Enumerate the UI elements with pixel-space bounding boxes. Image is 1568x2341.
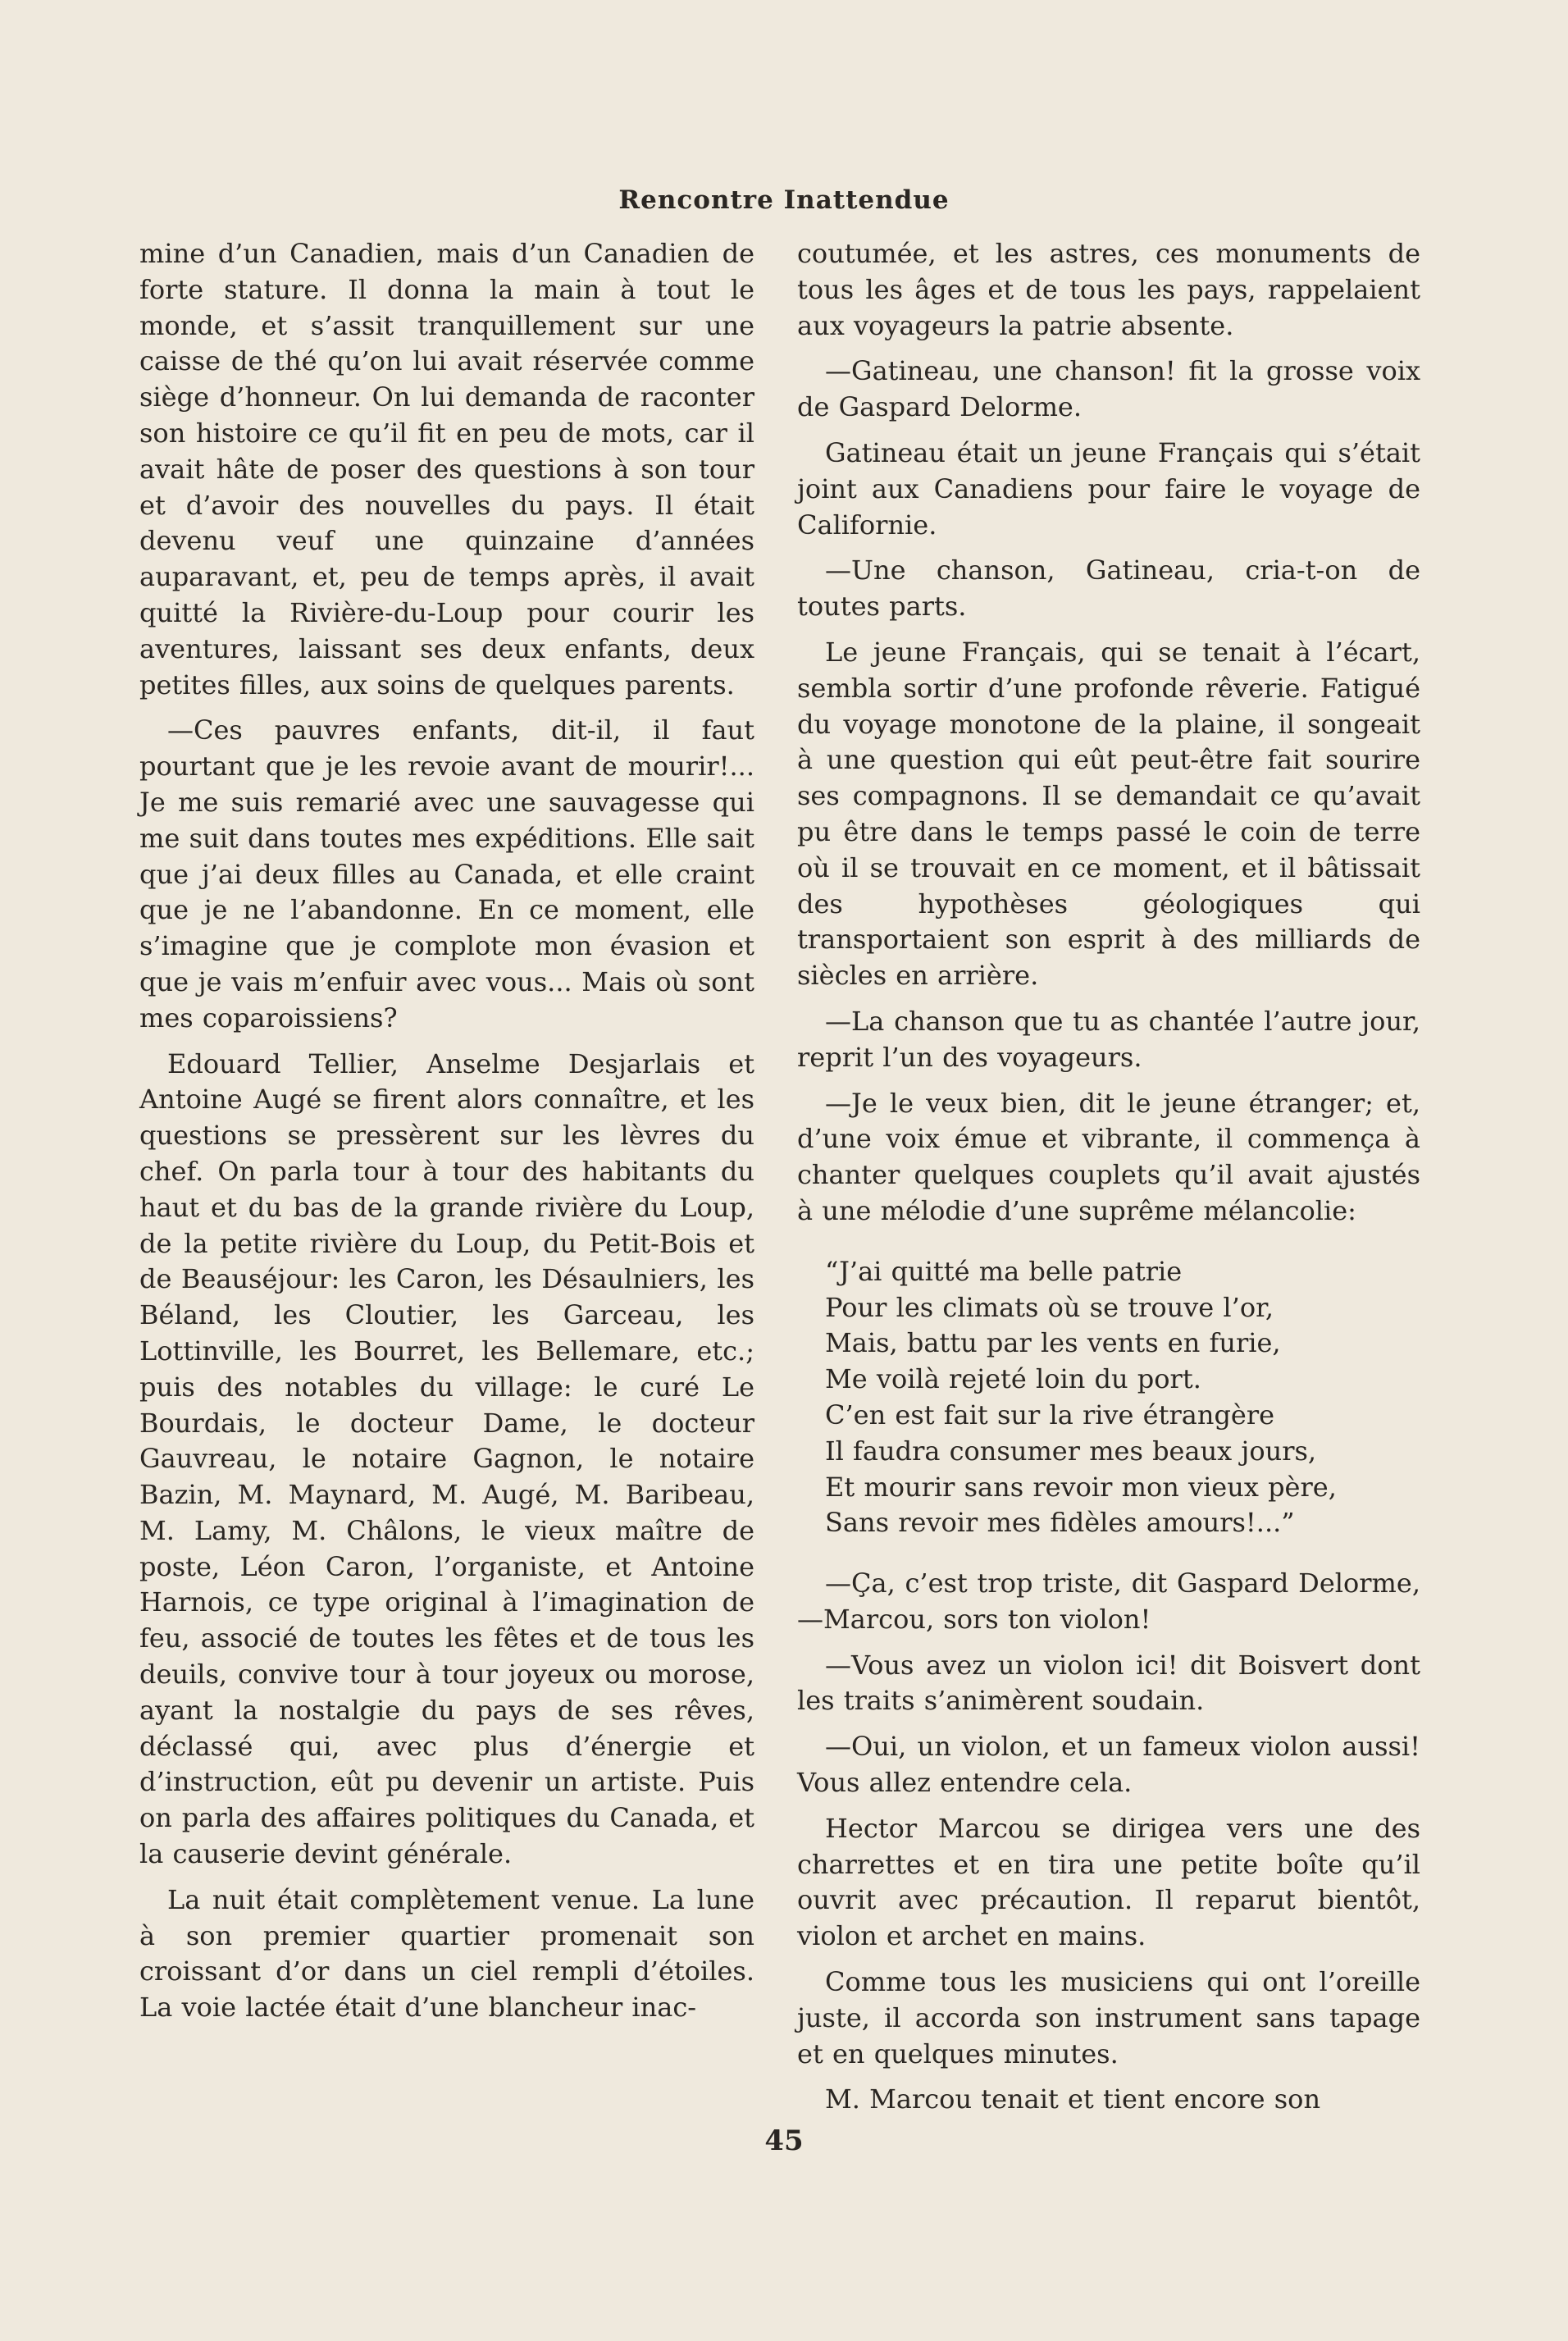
verse-line: Et mourir sans revoir mon vieux père, [825, 1471, 1337, 1503]
left-column [139, 236, 754, 2036]
paragraph: mine d’un Canadien, mais d’un Canadien de forte stature. Il donna la main à tout le monde, et s’assit tranquillement sur une caisse de thé qu’on lui avait réservée comme siège d’honneur. On lui demanda de raconter son histoire ce qu’il fit en peu de mots, car il avait hâte de poser des questions à son tour et d’avoir des nouvelles du pays. Il était devenu veuf une quinzaine d’années auparavant, et, peu de temps après, il avait quitté la Rivière-du-Loup pour courir les aventures, laissant ses deux enfants, deux petites filles, aux soins de quelques parents. [139, 238, 754, 700]
page-number: 45 [764, 2124, 804, 2157]
paragraph: Edouard Tellier, Anselme Desjarlais et Antoine Augé se firent alors connaître, et les questions se pressèrent sur les lèvres du chef. On parla tour à tour des habitants du haut et du bas de la grande rivière du Loup, de la petite rivière du Loup, du Petit-Bois et de Beauséjour: les Caron, les Désaulniers, les Béland, les Cloutier, les Garceau, les Lottinville, les Bourret, les Bellemare, etc.; puis des notables du village: le curé Le Bourdais, le docteur Dame, le docteur Gauvreau, le notaire Gagnon, le notaire Bazin, M. Maynard, M. Augé, M. Baribeau, M. Lamy, M. Châlons, le vieux maître de poste, Léon Caron, l’organiste, et Antoine Harnois, ce type original à l’imagination de feu, associé de toutes les fêtes et de tous les deuils, convive tour à tour joyeux ou morose, ayant la nostalgie du pays de ses rêves, déclassé qui, avec plus d’énergie et d’instruction, eût pu devenir un artiste. Puis on parla des affaires politiques du Canada, et la causerie devint générale. [139, 1047, 754, 1870]
song-verse [825, 1254, 1420, 1541]
verse-line: Il faudra consumer mes beaux jours, [825, 1435, 1317, 1467]
paragraph: coutumée, et les astres, ces monuments de tous les âges et de tous les pays, rappelaient aux voyageurs la patrie absente. [797, 238, 1420, 341]
paragraph: Le jeune Français, qui se tenait à l’écart, sembla sortir d’une profonde rêverie. Fatigué du voyage monotone de la plaine, il songeait à une question qui eût peut-être fait sourire ses compagnons. Il se demandait ce qu’avait pu être dans le temps passé le coin de terre où il se trouvait en ce moment, et il bâtissait des hypothèses géologiques qui transportaient son esprit à des milliards de siècles en arrière. [797, 636, 1420, 992]
paragraph: Gatineau était un jeune Français qui s’était joint aux Canadiens pour faire le voyage de Californie. [797, 436, 1420, 541]
right-column [797, 236, 1420, 2128]
paragraph: —Vous avez un violon ici! dit Boisvert dont les traits s’animèrent soudain. [797, 1649, 1420, 1717]
paragraph: M. Marcou tenait et tient encore son [825, 2083, 1321, 2115]
verse-line: C’en est fait sur la rive étrangère [825, 1399, 1275, 1431]
verse-line: Mais, battu par les vents en furie, [825, 1327, 1281, 1359]
paragraph: —Je le veux bien, dit le jeune étranger; et, d’une voix émue et vibrante, il commença à chanter quelques couplets qu’il avait ajustés à une mélodie d’une suprême mélancolie: [797, 1087, 1420, 1226]
paragraph: —Une chanson, Gatineau, cria-t-on de toutes parts. [797, 554, 1420, 623]
paragraph: Comme tous les musiciens qui ont l’oreille juste, il accorda son instrument sans tapage et en quelques minutes. [797, 1966, 1420, 2069]
running-header: Rencontre Inattendue [618, 185, 950, 215]
paragraph: —Gatineau, une chanson! fit la grosse voix de Gaspard Delorme. [797, 355, 1420, 423]
verse-line: “J’ai quitté ma belle patrie [825, 1255, 1183, 1287]
paragraph: —La chanson que tu as chantée l’autre jour, reprit l’un des voyageurs. [797, 1005, 1420, 1073]
verse-line: Pour les climats où se trouve l’or, [825, 1291, 1274, 1323]
verse-line: Sans revoir mes fidèles amours!...” [825, 1507, 1295, 1539]
paragraph: —Oui, un violon, et un fameux violon aussi! Vous allez entendre cela. [797, 1731, 1420, 1799]
paragraph: La nuit était complètement venue. La lune à son premier quartier promenait son croissant d’or dans un ciel rempli d’étoiles. La voie lactée était d’une blancheur inac- [139, 1883, 754, 2024]
paragraph: Hector Marcou se dirigea vers une des charrettes et en tira une petite boîte qu’il ouvrit avec précaution. Il reparut bientôt, violon et archet en mains. [797, 1812, 1420, 1952]
paragraph: —Ces pauvres enfants, dit-il, il faut pourtant que je les revoie avant de mourir!... Je me suis remarié avec une sauvagesse qui me suit dans toutes mes expéditions. Elle sait que j’ai deux filles au Canada, et elle craint que je ne l’abandonne. En ce moment, elle s’imagine que je complote mon évasion et que je vais m’enfuir avec vous... Mais où sont mes coparoissiens? [139, 714, 754, 1034]
paragraph: —Ça, c’est trop triste, dit Gaspard Delorme,—Marcou, sors ton violon! [797, 1568, 1420, 1635]
verse-line: Me voilà rejeté loin du port. [825, 1363, 1201, 1395]
